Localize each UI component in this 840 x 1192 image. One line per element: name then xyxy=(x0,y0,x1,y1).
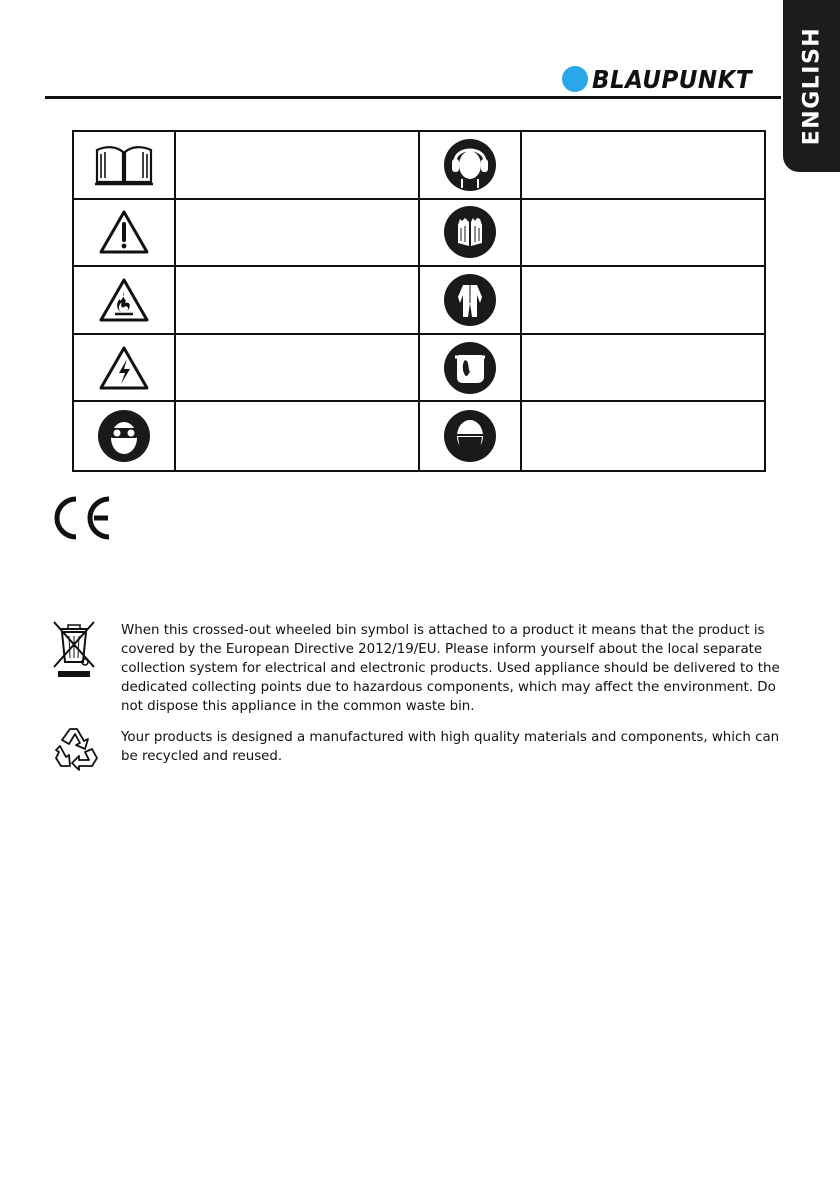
symbol-description xyxy=(522,335,764,403)
safety-goggles-icon xyxy=(74,402,176,470)
ce-mark-icon xyxy=(50,495,116,545)
dust-mask-icon xyxy=(420,402,522,470)
symbol-description xyxy=(176,132,420,200)
language-tab-label: ENGLISH xyxy=(799,26,824,146)
symbol-description xyxy=(176,267,420,335)
flammable-warning-icon xyxy=(74,267,176,335)
protective-clothing-icon xyxy=(420,267,522,335)
recycling-icon xyxy=(52,723,102,777)
brand-dot-icon xyxy=(562,66,588,92)
protective-gloves-icon xyxy=(420,200,522,268)
language-tab xyxy=(783,0,840,172)
instruction-manual-icon xyxy=(74,132,176,200)
symbol-description xyxy=(176,200,420,268)
brand-logo xyxy=(562,64,766,94)
symbol-description xyxy=(522,402,764,470)
general-warning-icon xyxy=(74,200,176,268)
symbol-description xyxy=(176,335,420,403)
brand-name: BLAUPUNKT xyxy=(592,64,753,94)
recycling-text: Your products is designed a manufactured with high quality materials and components, which can be recycled and reused. xyxy=(121,730,780,764)
header-divider xyxy=(45,96,781,99)
symbol-description xyxy=(522,267,764,335)
symbol-description xyxy=(176,402,420,470)
symbol-description xyxy=(522,200,764,268)
safety-symbols-table xyxy=(72,130,766,472)
crossed-out-wheeled-bin-icon xyxy=(50,617,98,685)
ear-protection-icon xyxy=(420,132,522,200)
face-shield-icon xyxy=(420,335,522,403)
symbol-description xyxy=(522,132,764,200)
weee-disposal-text: When this crossed-out wheeled bin symbol is attached to a product it means that the product is covered by the European Directive 2012/19/EU. Please inform yourself about the local separate collection system for electrical and electronic products. Used appliance should be delivered to the dedicated collecting points due to hazardous components, which may affect the environment. Do not dispose this appliance in the common waste bin. xyxy=(121,623,780,714)
electric-shock-warning-icon xyxy=(74,335,176,403)
